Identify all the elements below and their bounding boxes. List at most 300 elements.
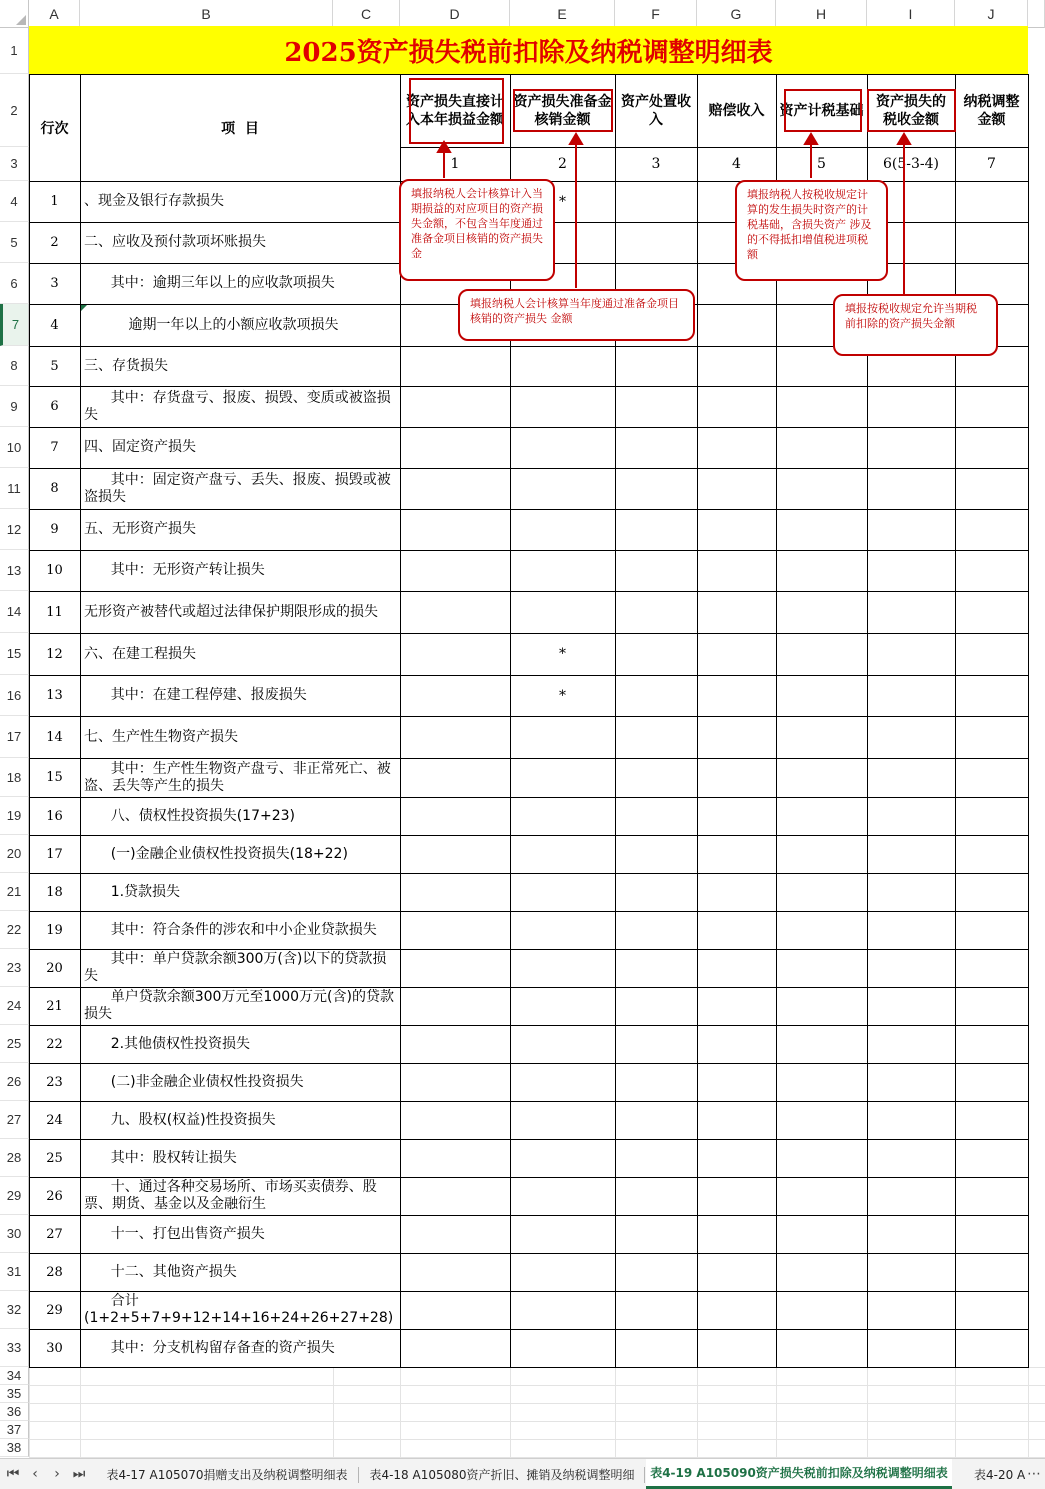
- value-cell[interactable]: [615, 758, 697, 797]
- line-number[interactable]: 14: [46, 729, 63, 745]
- value-cell[interactable]: [510, 386, 615, 427]
- value-cell[interactable]: [776, 675, 867, 716]
- line-number[interactable]: 16: [46, 808, 63, 824]
- sheet-title[interactable]: 2025资产损失税前扣除及纳税调整明细表: [29, 26, 1028, 74]
- item-label[interactable]: 七、生产性生物资产损失: [84, 728, 238, 745]
- item-label[interactable]: (二)非金融企业债权性投资损失: [84, 1073, 304, 1090]
- value-cell[interactable]: [400, 386, 510, 427]
- row-header-5[interactable]: 5: [0, 222, 29, 263]
- line-number[interactable]: 10: [46, 563, 63, 578]
- value-cell[interactable]: [510, 911, 615, 949]
- value-cell[interactable]: *: [559, 193, 566, 210]
- value-cell[interactable]: [615, 1025, 697, 1063]
- value-cell[interactable]: [867, 386, 955, 427]
- value-cell[interactable]: [955, 758, 1028, 797]
- header-col-d[interactable]: 资产损失直接计入本年损益金额: [406, 93, 504, 128]
- value-cell[interactable]: [867, 949, 955, 987]
- value-cell[interactable]: [615, 468, 697, 509]
- line-number[interactable]: 17: [46, 846, 63, 862]
- value-cell[interactable]: [867, 1101, 955, 1139]
- value-cell[interactable]: [697, 1101, 776, 1139]
- value-cell[interactable]: [776, 949, 867, 987]
- item-label[interactable]: 其中：符合条件的涉农和中小企业贷款损失: [84, 921, 377, 938]
- header-num-7[interactable]: 7: [987, 156, 996, 172]
- value-cell[interactable]: [867, 591, 955, 633]
- value-cell[interactable]: [697, 675, 776, 716]
- value-cell[interactable]: [955, 1177, 1028, 1215]
- value-cell[interactable]: [776, 987, 867, 1025]
- header-line-no[interactable]: 行次: [40, 120, 69, 137]
- row-header-12[interactable]: 12: [0, 509, 29, 550]
- value-cell[interactable]: [510, 716, 615, 758]
- value-cell[interactable]: [615, 346, 697, 386]
- row-header-25[interactable]: 25: [0, 1025, 29, 1063]
- value-cell[interactable]: [400, 633, 510, 675]
- value-cell[interactable]: [955, 987, 1028, 1025]
- line-number[interactable]: 24: [46, 1112, 63, 1128]
- value-cell[interactable]: [697, 386, 776, 427]
- item-label[interactable]: 其中：单户贷款余额300万(含)以下的贷款损失: [84, 951, 387, 984]
- value-cell[interactable]: [697, 550, 776, 591]
- value-cell[interactable]: [955, 949, 1028, 987]
- item-label[interactable]: 其中：固定资产盘亏、丢失、报废、损毁或被盗损失: [84, 471, 391, 505]
- header-num-6[interactable]: 6(5-3-4): [882, 156, 939, 172]
- value-cell[interactable]: [615, 949, 697, 987]
- value-cell[interactable]: [776, 386, 867, 427]
- header-num-2[interactable]: 2: [558, 156, 567, 172]
- value-cell[interactable]: [615, 987, 697, 1025]
- value-cell[interactable]: [776, 797, 867, 835]
- line-number[interactable]: 2: [50, 235, 59, 250]
- row-header-14[interactable]: 14: [0, 591, 29, 633]
- sheet-tab-4-18[interactable]: 表4-18 A105080资产折旧、摊销及纳税调整明细: [369, 1467, 635, 1482]
- row-header-24[interactable]: 24: [0, 987, 29, 1025]
- line-number[interactable]: 5: [50, 358, 59, 374]
- next-sheet-button[interactable]: ›: [54, 1466, 60, 1482]
- line-number[interactable]: 23: [46, 1074, 63, 1090]
- value-cell[interactable]: [615, 1177, 697, 1215]
- value-cell[interactable]: [615, 1253, 697, 1291]
- value-cell[interactable]: [615, 1063, 697, 1101]
- value-cell[interactable]: [510, 835, 615, 873]
- value-cell[interactable]: [400, 1253, 510, 1291]
- value-cell[interactable]: [615, 1291, 697, 1329]
- sheet-tab-4-19[interactable]: 表4-19 A105090资产损失税前扣除及纳税调整明细表: [646, 1459, 952, 1489]
- value-cell[interactable]: [955, 1101, 1028, 1139]
- row-header-13[interactable]: 13: [0, 550, 29, 591]
- line-number[interactable]: 11: [46, 604, 63, 620]
- value-cell[interactable]: [510, 758, 615, 797]
- value-cell[interactable]: [697, 591, 776, 633]
- value-cell[interactable]: [955, 716, 1028, 758]
- value-cell[interactable]: [400, 987, 510, 1025]
- value-cell[interactable]: [615, 509, 697, 550]
- line-number[interactable]: 12: [46, 646, 63, 662]
- item-label[interactable]: 其中：无形资产转让损失: [84, 562, 265, 578]
- value-cell[interactable]: [510, 591, 615, 633]
- column-header-a[interactable]: A: [29, 0, 80, 28]
- value-cell[interactable]: [867, 1025, 955, 1063]
- value-cell[interactable]: [510, 949, 615, 987]
- value-cell[interactable]: [615, 550, 697, 591]
- value-cell[interactable]: [867, 1063, 955, 1101]
- line-number[interactable]: 4: [50, 317, 59, 333]
- value-cell[interactable]: [697, 1139, 776, 1177]
- value-cell[interactable]: [400, 1291, 510, 1329]
- row-header-21[interactable]: 21: [0, 873, 29, 911]
- value-cell[interactable]: [776, 873, 867, 911]
- row-header-3[interactable]: 3: [0, 147, 29, 181]
- row-header-4[interactable]: 4: [0, 181, 29, 222]
- line-number[interactable]: 13: [46, 688, 63, 703]
- header-num-5[interactable]: 5: [817, 156, 826, 172]
- row-header-18[interactable]: 18: [0, 758, 29, 797]
- row-header-36[interactable]: 36: [0, 1403, 29, 1421]
- value-cell[interactable]: [510, 1253, 615, 1291]
- column-header-e[interactable]: E: [510, 0, 615, 28]
- item-label[interactable]: 合计(1+2+5+7+9+12+14+16+24+26+27+28): [84, 1293, 394, 1326]
- line-number[interactable]: 28: [46, 1264, 63, 1280]
- value-cell[interactable]: [697, 1177, 776, 1215]
- value-cell[interactable]: [955, 835, 1028, 873]
- value-cell[interactable]: [697, 716, 776, 758]
- value-cell[interactable]: [510, 987, 615, 1025]
- header-num-1[interactable]: 1: [450, 156, 460, 172]
- column-header-d[interactable]: D: [400, 0, 510, 28]
- line-number[interactable]: 8: [50, 481, 59, 496]
- item-label[interactable]: 十一、打包出售资产损失: [84, 1225, 265, 1242]
- value-cell[interactable]: [776, 633, 867, 675]
- item-label[interactable]: 1.贷款损失: [84, 883, 181, 900]
- more-sheets-button[interactable]: ⋯: [1027, 1466, 1041, 1482]
- line-number[interactable]: 3: [50, 276, 59, 291]
- value-cell[interactable]: [400, 873, 510, 911]
- value-cell[interactable]: [510, 346, 615, 386]
- column-header-f[interactable]: F: [615, 0, 697, 28]
- value-cell[interactable]: [776, 1063, 867, 1101]
- value-cell[interactable]: [697, 1329, 776, 1367]
- value-cell[interactable]: [400, 468, 510, 509]
- value-cell[interactable]: [955, 468, 1028, 509]
- value-cell[interactable]: [776, 716, 867, 758]
- value-cell[interactable]: [697, 949, 776, 987]
- value-cell[interactable]: [615, 1139, 697, 1177]
- line-number[interactable]: 7: [50, 440, 59, 455]
- value-cell[interactable]: [955, 1063, 1028, 1101]
- item-label[interactable]: 逾期一年以上的小额应收款项损失: [84, 316, 339, 333]
- header-col-f[interactable]: 资产处置收入: [621, 93, 691, 128]
- value-cell[interactable]: [955, 911, 1028, 949]
- sheet-tab-4-20[interactable]: 表4-20 A: [974, 1467, 1026, 1482]
- value-cell[interactable]: [955, 633, 1028, 675]
- header-col-e[interactable]: 资产损失准备金核销金额: [513, 93, 612, 128]
- value-cell[interactable]: [867, 633, 955, 675]
- value-cell[interactable]: [697, 873, 776, 911]
- callout-col2-note[interactable]: 填报纳税人会计核算当年度通过准备金项目核销的资产损失 金额: [458, 289, 695, 341]
- value-cell[interactable]: [615, 675, 697, 716]
- value-cell[interactable]: [697, 1291, 776, 1329]
- value-cell[interactable]: [510, 1329, 615, 1367]
- value-cell[interactable]: [776, 835, 867, 873]
- item-label[interactable]: 2.其他债权性投资损失: [84, 1035, 251, 1052]
- value-cell[interactable]: [400, 591, 510, 633]
- callout-col5-note[interactable]: 填报纳税人按税收规定计算的发生损失时资产的计税基础，含损失资产 涉及的不得抵扣增值税进项税额: [735, 180, 888, 281]
- row-header-17[interactable]: 17: [0, 716, 29, 758]
- value-cell[interactable]: [400, 758, 510, 797]
- line-number[interactable]: 18: [46, 884, 63, 900]
- value-cell[interactable]: [697, 911, 776, 949]
- value-cell[interactable]: [400, 1025, 510, 1063]
- header-item[interactable]: 项 目: [221, 120, 259, 137]
- value-cell[interactable]: [776, 1329, 867, 1367]
- value-cell[interactable]: [615, 716, 697, 758]
- value-cell[interactable]: [776, 509, 867, 550]
- item-label[interactable]: 四、固定资产损失: [84, 439, 196, 455]
- row-header-27[interactable]: 27: [0, 1101, 29, 1139]
- value-cell[interactable]: [867, 1177, 955, 1215]
- value-cell[interactable]: [400, 346, 510, 386]
- value-cell[interactable]: [776, 758, 867, 797]
- value-cell[interactable]: [697, 304, 776, 346]
- value-cell[interactable]: [400, 1139, 510, 1177]
- value-cell[interactable]: [867, 835, 955, 873]
- first-sheet-button[interactable]: ⏮: [6, 1466, 20, 1482]
- value-cell[interactable]: [955, 591, 1028, 633]
- value-cell[interactable]: [615, 835, 697, 873]
- value-cell[interactable]: [615, 386, 697, 427]
- row-header-16[interactable]: 16: [0, 675, 29, 716]
- value-cell[interactable]: [400, 1215, 510, 1253]
- column-header-h[interactable]: H: [776, 0, 867, 28]
- value-cell[interactable]: [867, 468, 955, 509]
- value-cell[interactable]: [955, 509, 1028, 550]
- line-number[interactable]: 9: [50, 522, 59, 537]
- row-header-35[interactable]: 35: [0, 1385, 29, 1403]
- row-header-31[interactable]: 31: [0, 1253, 29, 1291]
- value-cell[interactable]: [400, 1063, 510, 1101]
- value-cell[interactable]: [510, 509, 615, 550]
- item-label[interactable]: 、现金及银行存款损失: [84, 193, 224, 209]
- row-header-15[interactable]: 15: [0, 633, 29, 675]
- row-header-9[interactable]: 9: [0, 386, 29, 427]
- value-cell[interactable]: [955, 222, 1028, 263]
- line-number[interactable]: 20: [46, 960, 63, 976]
- value-cell[interactable]: [697, 1063, 776, 1101]
- value-cell[interactable]: [510, 1177, 615, 1215]
- row-header-30[interactable]: 30: [0, 1215, 29, 1253]
- item-label[interactable]: (一)金融企业债权性投资损失(18+22): [84, 845, 348, 862]
- line-number[interactable]: 29: [46, 1302, 63, 1318]
- value-cell[interactable]: [955, 1025, 1028, 1063]
- item-label[interactable]: 无形资产被替代或超过法律保护期限形成的损失: [84, 603, 378, 620]
- line-number[interactable]: 15: [46, 770, 63, 785]
- value-cell[interactable]: [510, 1139, 615, 1177]
- value-cell[interactable]: [776, 591, 867, 633]
- item-label[interactable]: 其中：股权转让损失: [84, 1149, 237, 1166]
- value-cell[interactable]: [400, 1101, 510, 1139]
- value-cell[interactable]: [400, 1329, 510, 1367]
- column-header-j[interactable]: J: [955, 0, 1028, 28]
- item-label[interactable]: 五、无形资产损失: [84, 521, 196, 537]
- item-label[interactable]: 其中：存货盘亏、报废、损毁、变质或被盗损失: [84, 389, 391, 423]
- value-cell[interactable]: [867, 911, 955, 949]
- select-all-corner[interactable]: [0, 0, 29, 28]
- row-header-7[interactable]: 7: [0, 304, 29, 346]
- row-header-2[interactable]: 2: [0, 74, 29, 147]
- value-cell[interactable]: [776, 1215, 867, 1253]
- row-header-33[interactable]: 33: [0, 1329, 29, 1367]
- value-cell[interactable]: [867, 1215, 955, 1253]
- value-cell[interactable]: [400, 675, 510, 716]
- value-cell[interactable]: [510, 1063, 615, 1101]
- value-cell[interactable]: [776, 1139, 867, 1177]
- header-col-i[interactable]: 资产损失的税收金额: [876, 93, 946, 128]
- row-header-22[interactable]: 22: [0, 911, 29, 949]
- column-header-b[interactable]: B: [80, 0, 333, 28]
- value-cell[interactable]: [510, 873, 615, 911]
- value-cell[interactable]: [955, 797, 1028, 835]
- value-cell[interactable]: [867, 1291, 955, 1329]
- value-cell[interactable]: [615, 181, 697, 222]
- value-cell[interactable]: [697, 1253, 776, 1291]
- value-cell[interactable]: [867, 1139, 955, 1177]
- value-cell[interactable]: [615, 873, 697, 911]
- value-cell[interactable]: [697, 758, 776, 797]
- value-cell[interactable]: [955, 1291, 1028, 1329]
- row-header-23[interactable]: 23: [0, 949, 29, 987]
- value-cell[interactable]: [955, 1253, 1028, 1291]
- value-cell[interactable]: [955, 1215, 1028, 1253]
- value-cell[interactable]: [697, 1025, 776, 1063]
- value-cell[interactable]: [867, 1329, 955, 1367]
- value-cell[interactable]: [867, 509, 955, 550]
- row-header-38[interactable]: 38: [0, 1439, 29, 1457]
- value-cell[interactable]: [955, 181, 1028, 222]
- line-number[interactable]: 30: [46, 1340, 63, 1356]
- value-cell[interactable]: [615, 1101, 697, 1139]
- row-header-34[interactable]: 34: [0, 1367, 29, 1385]
- value-cell[interactable]: [400, 835, 510, 873]
- value-cell[interactable]: [510, 1215, 615, 1253]
- row-header-20[interactable]: 20: [0, 835, 29, 873]
- value-cell[interactable]: [955, 873, 1028, 911]
- row-header-10[interactable]: 10: [0, 427, 29, 468]
- item-label[interactable]: 二、应收及预付款项坏账损失: [84, 234, 266, 250]
- value-cell[interactable]: [776, 1025, 867, 1063]
- item-label[interactable]: 六、在建工程损失: [84, 645, 196, 662]
- value-cell[interactable]: [615, 911, 697, 949]
- value-cell[interactable]: [867, 987, 955, 1025]
- item-label[interactable]: 三、存货损失: [84, 357, 168, 374]
- value-cell[interactable]: [697, 346, 776, 386]
- value-cell[interactable]: [615, 1329, 697, 1367]
- value-cell[interactable]: [867, 716, 955, 758]
- value-cell[interactable]: [510, 1291, 615, 1329]
- value-cell[interactable]: [615, 591, 697, 633]
- header-num-4[interactable]: 4: [732, 156, 741, 172]
- value-cell[interactable]: [776, 1253, 867, 1291]
- header-col-j[interactable]: 纳税调整金额: [963, 93, 1020, 128]
- value-cell[interactable]: [400, 1177, 510, 1215]
- item-label[interactable]: 其中：逾期三年以上的应收款项损失: [84, 275, 335, 291]
- header-num-3[interactable]: 3: [651, 156, 661, 172]
- value-cell[interactable]: [955, 1329, 1028, 1367]
- row-header-29[interactable]: 29: [0, 1177, 29, 1215]
- row-header-19[interactable]: 19: [0, 797, 29, 835]
- value-cell[interactable]: [400, 949, 510, 987]
- value-cell[interactable]: [776, 1291, 867, 1329]
- value-cell[interactable]: [615, 1215, 697, 1253]
- item-label[interactable]: 十二、其他资产损失: [84, 1263, 237, 1280]
- value-cell[interactable]: [776, 427, 867, 468]
- item-label[interactable]: 九、股权(权益)性投资损失: [84, 1111, 276, 1128]
- value-cell[interactable]: *: [559, 687, 566, 704]
- value-cell[interactable]: [776, 1177, 867, 1215]
- item-label[interactable]: 十、通过各种交易场所、市场买卖债券、股票、期货、基金以及金融衍生: [84, 1179, 377, 1212]
- item-label[interactable]: 其中：分支机构留存备查的资产损失: [84, 1339, 335, 1356]
- row-header-32[interactable]: 32: [0, 1291, 29, 1329]
- value-cell[interactable]: [955, 1139, 1028, 1177]
- line-number[interactable]: 1: [50, 194, 59, 209]
- column-header-i[interactable]: I: [867, 0, 955, 28]
- item-label[interactable]: 单户贷款余额300万元至1000万元(含)的贷款损失: [84, 989, 394, 1022]
- row-header-6[interactable]: 6: [0, 263, 29, 304]
- sheet-tab-4-17[interactable]: 表4-17 A105070捐赠支出及纳税调整明细表: [106, 1467, 348, 1482]
- line-number[interactable]: 27: [46, 1226, 63, 1242]
- value-cell[interactable]: [697, 835, 776, 873]
- value-cell[interactable]: [400, 550, 510, 591]
- value-cell[interactable]: [955, 675, 1028, 716]
- value-cell[interactable]: [776, 1101, 867, 1139]
- value-cell[interactable]: [697, 1215, 776, 1253]
- prev-sheet-button[interactable]: ‹: [32, 1466, 38, 1482]
- value-cell[interactable]: [615, 427, 697, 468]
- value-cell[interactable]: [615, 633, 697, 675]
- value-cell[interactable]: [510, 1025, 615, 1063]
- value-cell[interactable]: [867, 550, 955, 591]
- value-cell[interactable]: [510, 1101, 615, 1139]
- value-cell[interactable]: [400, 797, 510, 835]
- line-number[interactable]: 22: [46, 1036, 63, 1052]
- line-number[interactable]: 21: [46, 998, 63, 1014]
- value-cell[interactable]: [867, 1253, 955, 1291]
- row-header-28[interactable]: 28: [0, 1139, 29, 1177]
- callout-col6-note[interactable]: 填报按税收规定允许当期税前扣除的资产损失金额: [833, 294, 998, 356]
- value-cell[interactable]: [776, 911, 867, 949]
- value-cell[interactable]: [510, 550, 615, 591]
- value-cell[interactable]: [955, 386, 1028, 427]
- value-cell[interactable]: [776, 550, 867, 591]
- value-cell[interactable]: [776, 468, 867, 509]
- line-number[interactable]: 6: [50, 399, 59, 414]
- header-col-h[interactable]: 资产计税基础: [779, 102, 864, 119]
- value-cell[interactable]: [955, 427, 1028, 468]
- column-header-c[interactable]: C: [333, 0, 400, 28]
- value-cell[interactable]: [867, 675, 955, 716]
- value-cell[interactable]: [400, 716, 510, 758]
- column-header-g[interactable]: G: [697, 0, 776, 28]
- value-cell[interactable]: [697, 987, 776, 1025]
- row-header-26[interactable]: 26: [0, 1063, 29, 1101]
- value-cell[interactable]: [697, 509, 776, 550]
- row-header-37[interactable]: 37: [0, 1421, 29, 1439]
- value-cell[interactable]: [400, 509, 510, 550]
- item-label[interactable]: 八、债权性投资损失(17+23): [84, 807, 295, 824]
- value-cell[interactable]: [955, 550, 1028, 591]
- value-cell[interactable]: [867, 758, 955, 797]
- row-header-1[interactable]: 1: [0, 28, 29, 74]
- value-cell[interactable]: [510, 797, 615, 835]
